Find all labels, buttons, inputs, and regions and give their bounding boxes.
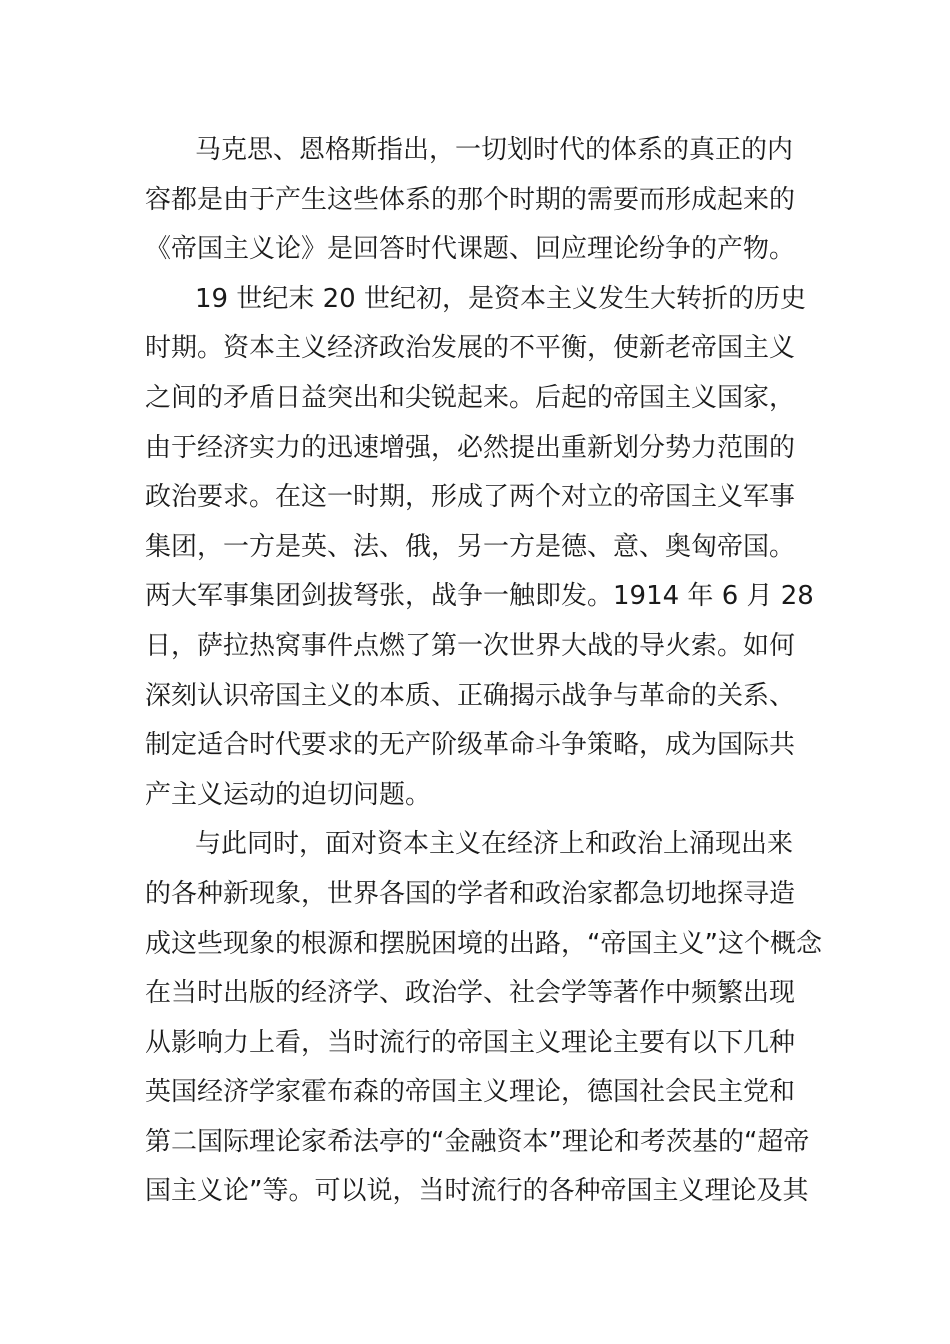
text-line: 制定适合时代要求的无产阶级革命斗争策略，成为国际共 xyxy=(145,730,796,761)
paragraph-1 xyxy=(145,126,811,275)
body-text xyxy=(145,126,822,1217)
text-line: 与此同时，面对资本主义在经济上和政治上涌现出来 xyxy=(195,829,794,860)
text-line: 深刻认识帝国主义的本质、正确揭示战争与革命的关系、 xyxy=(145,680,796,711)
text-line: 成这些现象的根源和摆脱困境的出路，“帝国主义”这个概念 xyxy=(145,928,822,959)
paragraph-3 xyxy=(145,820,822,1217)
text-line: 时期。资本主义经济政治发展的不平衡，使新老帝国主义 xyxy=(145,333,796,364)
text-line: 第二国际理论家希法亭的“金融资本”理论和考茨基的“超帝 xyxy=(145,1126,810,1157)
text-line: 政治要求。在这一时期，形成了两个对立的帝国主义军事 xyxy=(145,482,796,513)
text-line: 马克思、恩格斯指出，一切划时代的体系的真正的内 xyxy=(195,135,794,165)
text-line: 19 世纪末 20 世纪初，是资本主义发生大转折的历史 xyxy=(195,283,806,314)
paragraph-2 xyxy=(145,275,814,821)
text-line: 的各种新现象，世界各国的学者和政治家都急切地探寻造 xyxy=(145,878,796,909)
text-line: 从影响力上看，当时流行的帝国主义理论主要有以下几种 xyxy=(145,1027,796,1058)
text-line: 英国经济学家霍布森的帝国主义理论，德国社会民主党和 xyxy=(145,1077,796,1108)
text-line: 日，萨拉热窝事件点燃了第一次世界大战的导火索。如何 xyxy=(145,630,796,661)
text-line: 《帝国主义论》是回答时代课题、回应理论纷争的产物。 xyxy=(145,234,796,265)
text-line: 两大军事集团剑拔弩张，战争一触即发。1914 年 6 月 28 xyxy=(145,581,814,612)
text-line: 在当时出版的经济学、政治学、社会学等著作中频繁出现 xyxy=(145,978,796,1009)
text-line: 产主义运动的迫切问题。 xyxy=(145,779,432,810)
text-line: 容都是由于产生这些体系的那个时期的需要而形成起来的 xyxy=(145,184,796,215)
text-line: 国主义论”等。可以说，当时流行的各种帝国主义理论及其 xyxy=(145,1176,809,1207)
text-line: 集团，一方是英、法、俄，另一方是德、意、奥匈帝国。 xyxy=(145,531,796,562)
text-line: 之间的矛盾日益突出和尖锐起来。后起的帝国主义国家， xyxy=(145,382,796,413)
text-line: 由于经济实力的迅速增强，必然提出重新划分势力范围的 xyxy=(145,432,796,463)
